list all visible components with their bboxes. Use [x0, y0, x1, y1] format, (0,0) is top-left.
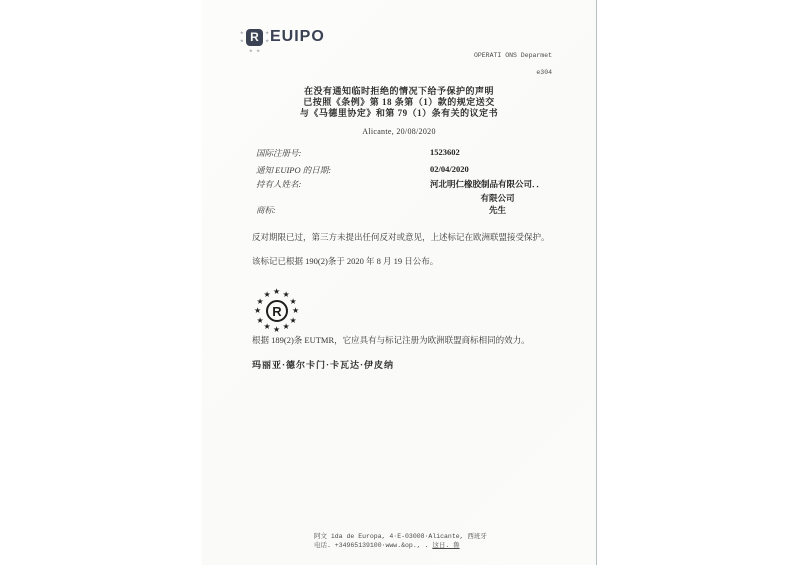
eu-star-icon: ★: [256, 315, 264, 325]
eu-star-icon: ★: [282, 322, 290, 332]
field-holder-name: [256, 178, 556, 203]
document-title: [202, 86, 596, 119]
scanned-document-page: [202, 0, 597, 565]
registered-trademark-icon: R: [266, 300, 288, 322]
publication-paragraph: 该标记已根据 190(2)条于 2020 年 8 月 19 日公布。: [252, 256, 439, 266]
place-date-line: Alicante, 20/08/2020: [362, 127, 436, 136]
eu-star-icon: ★: [282, 289, 290, 299]
field-notification-date: [256, 164, 556, 176]
eu-star-icon: ★: [289, 296, 297, 306]
eu-stars-circle: [254, 288, 300, 334]
euipo-logo: [240, 28, 325, 53]
field-value: [430, 178, 565, 204]
field-label: 持有人姓名:: [256, 179, 302, 189]
eu-star-icon: ★: [256, 296, 264, 306]
field-label: 通知 EUIPO 的日期:: [256, 165, 332, 175]
title-line-3: 与《马德里协定》和第 79（1）条有关的议定书: [299, 108, 499, 118]
logo-star-icon: ★: [240, 29, 244, 35]
title-line-1: 在没有通知临时拒绝的情况下给予保护的声明: [303, 86, 494, 96]
euipo-r-mark-icon: [240, 29, 269, 53]
field-value: 02/04/2020: [430, 164, 469, 174]
holder-name-line-2: 有限公司: [480, 193, 515, 203]
eu-star-icon: ★: [292, 306, 300, 315]
footer-contact-line: [314, 541, 487, 550]
eu-star-icon: ★: [254, 306, 262, 315]
department-name: OPERATI ONS Deparmet: [473, 52, 552, 59]
footer-address-line: 阿文 ida de Europa, 4·E-03008·Alicante, 西班牙: [314, 533, 487, 540]
eu-star-icon: ★: [273, 325, 281, 334]
signatory-name: 玛丽亚·德尔卡门·卡瓦达·伊皮纳: [252, 360, 395, 370]
eutmr-effect-line: 根据 189(2)条 EUTMR，它应具有与标记注册为欧洲联盟商标相同的效力。: [252, 335, 530, 345]
field-value: 1523602: [430, 147, 460, 157]
logo-star-icon: ★: [265, 29, 269, 35]
euipo-logo-text: EUIPO: [270, 28, 325, 45]
document-code: e304: [536, 69, 552, 76]
footer-phone-web: 电话. +34965139100·www.&op., .: [314, 542, 433, 549]
field-label: 国际注册号:: [256, 148, 302, 158]
protection-statement-paragraph: 反对期限已过，第三方未提出任何反对或意见，上述标记在欧洲联盟接受保护。: [252, 232, 550, 242]
field-international-registration-number: [256, 147, 556, 159]
eu-star-icon: ★: [289, 315, 297, 325]
eu-star-icon: ★: [273, 287, 281, 296]
eu-star-icon: ★: [263, 289, 271, 299]
logo-star-icon: ★: [265, 37, 269, 43]
eu-star-icon: ★: [263, 322, 271, 332]
logo-star-icon: ★: [240, 37, 244, 43]
field-value: 先生: [488, 205, 506, 215]
footer-underlined-text: 这日. 鲁: [432, 542, 460, 549]
euipo-r-letter: R: [250, 30, 259, 44]
office-address-footer: [314, 532, 487, 550]
field-trademark: [256, 204, 556, 216]
logo-star-icon: ★: [249, 47, 253, 53]
department-header: [474, 52, 552, 76]
title-line-2: 已按照《条例》第 18 条第（1）款的规定送交: [303, 97, 495, 107]
holder-name-line-1: 河北明仁橡胶制品有限公司．．: [430, 179, 545, 189]
field-label: 商标:: [256, 205, 276, 215]
logo-star-icon: ★: [256, 47, 260, 53]
